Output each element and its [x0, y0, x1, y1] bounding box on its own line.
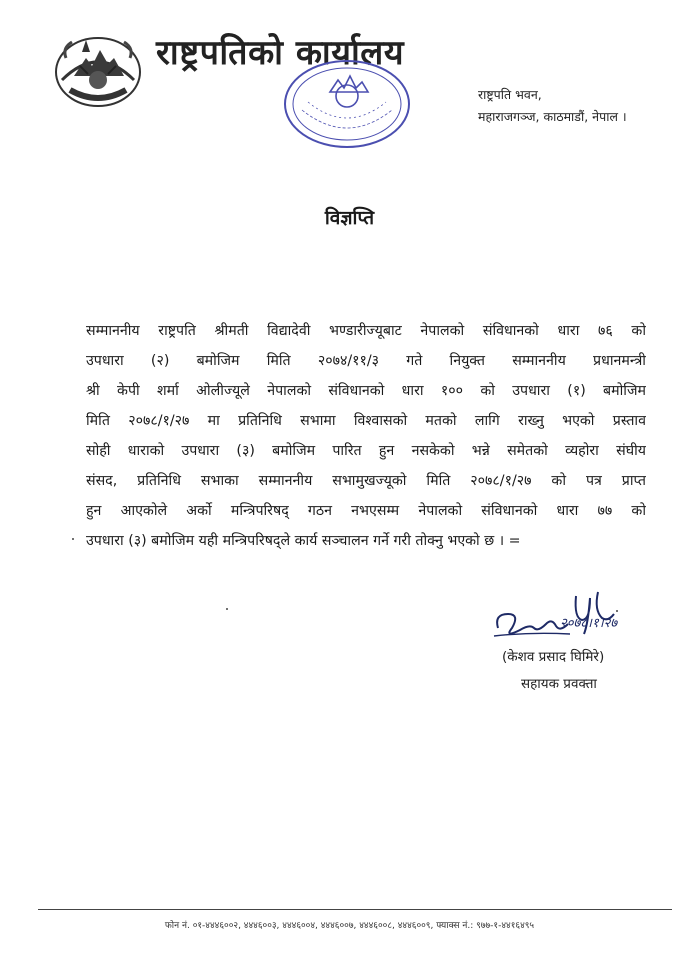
notice-body-line: सोही धाराको उपधारा (३) बमोजिम पारित हुन नसकेको भन्ने समेतको व्यहोरा संघीय — [86, 443, 646, 459]
notice-body-line: मिति २०७८/१/२७ मा प्रतिनिधि सभामा विश्वासको मतको लागि राख्नु भएको प्रस्ताव — [86, 413, 646, 429]
notice-body-line: हुन आएकोले अर्को मन्त्रिपरिषद् गठन नभएसम्म नेपालको संविधानको धारा ७७ को — [86, 503, 646, 519]
office-seal-stamp-icon — [282, 58, 412, 150]
footer-divider — [38, 909, 672, 910]
signer-name: (केशव प्रसाद घिमिरे) — [502, 649, 605, 665]
handwritten-date: २०७८।१।२७ — [560, 616, 618, 631]
address-line-2: महाराजगञ्ज, काठमाडौं, नेपाल । — [478, 109, 627, 124]
scan-speck — [72, 538, 74, 540]
notice-body-line: संसद, प्रतिनिधि सभाका सम्माननीय सभामुखज्यूको मिति २०७८/१/२७ को पत्र प्राप्त — [86, 473, 646, 489]
notice-body — [86, 316, 646, 556]
notice-title: विज्ञप्ति — [324, 207, 375, 229]
notice-body-line: उपधारा (२) बमोजिम मिति २०७४/११/३ गते नियुक्त सम्माननीय प्रधानमन्त्री — [86, 353, 646, 369]
address-line-1: राष्ट्रपति भवन, — [478, 87, 542, 102]
notice-body-line: सम्माननीय राष्ट्रपति श्रीमती विद्यादेवी भण्डारीज्यूबाट नेपालको संविधानको धारा ७६ को — [86, 323, 646, 339]
footer-contact: फोन नं. ०१-४४४६००२, ४४४६००३, ४४४६००४, ४४४६००७, ४४४६००८, ४४४६००९, फ्याक्स नं.: ९७७-१-४४१६४९५ — [164, 921, 535, 931]
office-address — [478, 84, 627, 128]
nepal-coat-of-arms-icon — [52, 30, 144, 110]
office-name-title: राष्ट्रपतिको कार्यालय — [156, 33, 405, 73]
scan-speck — [226, 608, 228, 610]
signer-title: सहायक प्रवक्ता — [521, 676, 597, 692]
notice-body-line: उपधारा (३) बमोजिम यही मन्त्रिपरिषद्ले कार्य सञ्चालन गर्ने गरी तोक्नु भएको छ । = — [86, 533, 521, 549]
notice-body-line: श्री केपी शर्मा ओलीज्यूले नेपालको संविधानको धारा १०० को उपधारा (१) बमोजिम — [86, 383, 646, 399]
